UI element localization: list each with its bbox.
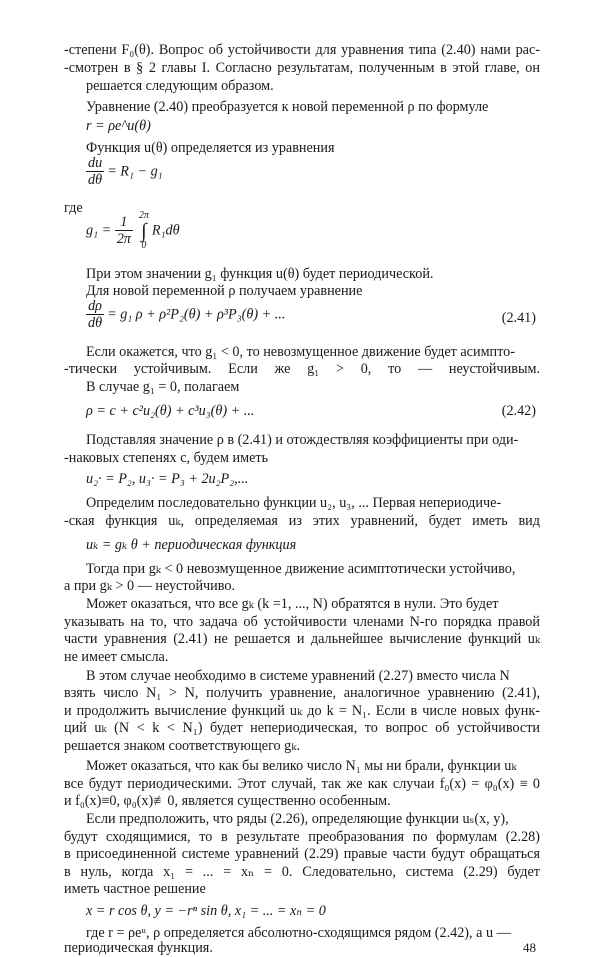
denominator: dθ — [88, 171, 103, 188]
fraction — [115, 215, 133, 247]
text-line: -ская функция uₖ, определяемая из этих уравнений, будет иметь вид — [64, 513, 540, 529]
equation-241 — [86, 299, 285, 331]
equation-242: ρ = c + c²u₂(θ) + c³u₃(θ) + ... — [86, 403, 255, 419]
equation-g1 — [86, 211, 180, 251]
text-line: будут сходящимися, то в результате преобразования по формулам (2.28) — [64, 829, 540, 845]
text-line: Для новой переменной ρ получаем уравнение — [86, 283, 363, 299]
text-line: части уравнения (2.41) не решается и дальнейшее вычисление функций uₖ — [64, 631, 540, 647]
text-line: При этом значении g₁ функция u(θ) будет периодической. — [86, 266, 434, 282]
text-line: и продолжить вычисление функций uₖ до k = N₁. Если в числе новых функ- — [64, 703, 540, 719]
text-line: Тогда при gₖ < 0 невозмущенное движение асимптотически устойчиво, — [86, 561, 516, 577]
text-line: все будут периодическими. Этот случай, так же как случаи f₀(x) = φ₀(x) ≡ 0 — [64, 776, 540, 792]
text-line: Может оказаться, что все gₖ (k =1, ..., N) обратятся в нули. Это будет — [86, 596, 499, 612]
numerator: du — [88, 155, 103, 171]
text-line: В этом случае необходимо в системе уравнений (2.27) вместо числа N — [86, 668, 510, 684]
equation-rhs: = g₁ ρ + ρ²P₂(θ) + ρ³P₃(θ) + ... — [107, 306, 286, 323]
equation-u-derivatives: u₂· = P₂, u₃· = P₃ + 2u₂P₂,... — [86, 471, 249, 487]
integral-symbol: ∫ — [141, 220, 147, 242]
text-line: взять число N₁ > N, получить уравнение, аналогичное уравнению (2.41), — [64, 685, 540, 701]
text-line: где r = ρeᵘ, ρ определяется абсолютно-сходящимся рядом (2.42), а u — — [86, 925, 511, 941]
equation-lhs: g₁ = — [86, 222, 112, 239]
text-line: не имеет смысла. — [64, 649, 169, 665]
text-line: периодическая функция. — [64, 940, 213, 956]
text-line: Уравнение (2.40) преобразуется к новой переменной ρ по формуле — [86, 99, 489, 115]
denominator: dθ — [88, 314, 103, 331]
text-line: и f₀(x)≡0, φ₀(x)≢0, является существенно особенным. — [64, 793, 391, 809]
equation-rhs: = R₁ − g₁ — [107, 163, 163, 180]
text-line: решается знаком соответствующего gₖ. — [64, 738, 300, 754]
numerator: 1 — [115, 215, 133, 231]
text-line: ций uₖ (N < k < N₁) будет непериодическая, то вопрос об устойчивости — [64, 720, 540, 736]
text-line: иметь частное решение — [64, 881, 206, 897]
equation-number: (2.41) — [501, 310, 536, 326]
equation-r: r = ρe^u(θ) — [86, 118, 151, 134]
text-line: а при gₖ > 0 — неустойчиво. — [64, 578, 236, 594]
equation-du — [86, 156, 163, 188]
equation-rhs: R₁dθ — [151, 222, 180, 239]
text-line: -тически устойчивым. Если же g₁ > 0, то — неустойчивым. — [64, 361, 540, 377]
text-line: в присоединенной системе уравнений (2.29) правые части будут обращаться — [64, 846, 540, 862]
text-line: Если предположить, что ряды (2.26), определяющие функции uₛ(x, y), — [86, 811, 509, 827]
fraction — [86, 156, 104, 188]
equation-uk: uₖ = gₖ θ + периодическая функция — [86, 537, 297, 553]
equation-solution: x = r cos θ, y = −rⁿ sin θ, x₁ = ... = xₙ = 0 — [86, 903, 326, 919]
text-line: В случае g₁ = 0, полагаем — [86, 379, 240, 395]
denominator: 2π — [116, 230, 131, 247]
text-line: Подставляя значение ρ в (2.41) и отождествляя коэффициенты при оди- — [86, 432, 519, 448]
equation-number: (2.42) — [501, 403, 536, 419]
integral-upper-limit: 2π — [138, 210, 149, 221]
integral-sign — [139, 211, 149, 251]
text-line: в нуль, когда x₁ = ... = xₙ = 0. Следовательно, система (2.29) будет — [64, 864, 540, 880]
numerator: dρ — [86, 299, 104, 315]
fraction — [86, 299, 104, 331]
text-line: -степени F₀(θ). Вопрос об устойчивости для уравнения типа (2.40) нами рас- — [64, 42, 540, 58]
page-number: 48 — [523, 940, 536, 955]
text-line: Функция u(θ) определяется из уравнения — [86, 140, 335, 156]
text-line: -смотрен в § 2 главы I. Согласно результатам, полученным в этой главе, он — [64, 60, 540, 76]
text-line: -наковых степенях c, будем иметь — [64, 450, 269, 466]
integral-lower-limit: 0 — [141, 240, 147, 251]
text-line: решается следующим образом. — [86, 78, 274, 94]
text-line: где — [64, 200, 83, 216]
text-line: указывать на то, что задача об устойчивости членами N-го порядка правой — [64, 614, 540, 630]
text-line: Определим последовательно функции u₂, u₃, ... Первая непериодиче- — [86, 495, 502, 511]
text-line: Может оказаться, что как бы велико число N₁ мы ни брали, функции uₖ — [86, 758, 517, 774]
text-line: Если окажется, что g₁ < 0, то невозмущенное движение будет асимпто- — [86, 344, 515, 360]
